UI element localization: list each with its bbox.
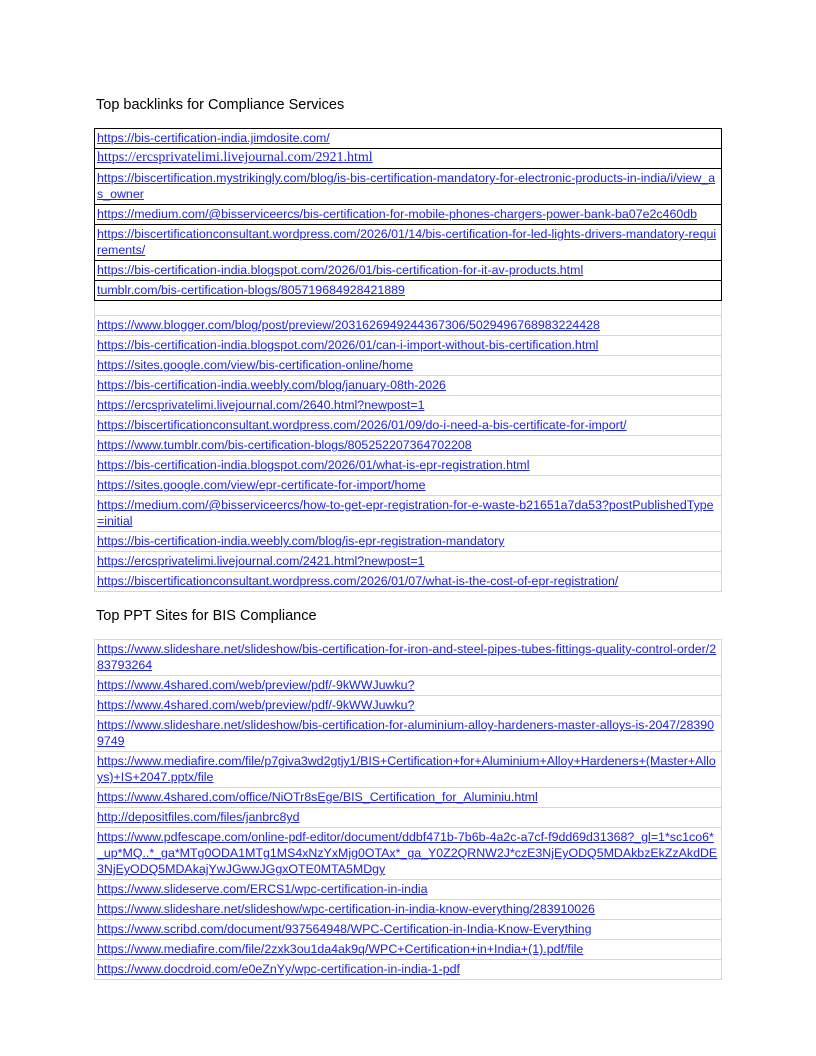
link[interactable]: https://www.mediafire.com/file/p7giva3wd2gtjy1/BIS+Certification+for+Aluminium+Alloy+Hardeners+(Master+Alloys)+IS+2047.pptx/file bbox=[95, 752, 722, 788]
table-row bbox=[95, 640, 722, 676]
table-row bbox=[95, 476, 722, 496]
table-row bbox=[95, 225, 722, 261]
table-row bbox=[95, 572, 722, 592]
table-row bbox=[95, 376, 722, 396]
link[interactable]: https://ercsprivatelimi.livejournal.com/2640.html?newpost=1 bbox=[95, 396, 722, 416]
link[interactable]: https://www.slideshare.net/slideshow/bis-certification-for-iron-and-steel-pipes-tubes-fittings-quality-control-order/283793264 bbox=[95, 640, 722, 676]
table-row bbox=[95, 205, 722, 225]
table-row bbox=[95, 496, 722, 532]
table-row bbox=[95, 281, 722, 301]
table-row bbox=[95, 716, 722, 752]
link[interactable]: https://www.4shared.com/web/preview/pdf/-9kWWJuwku? bbox=[95, 676, 722, 696]
table-row bbox=[95, 828, 722, 880]
link[interactable]: https://www.tumblr.com/bis-certification-blogs/805252207364702208 bbox=[95, 436, 722, 456]
link[interactable]: https://bis-certification-india.weebly.com/blog/is-epr-registration-mandatory bbox=[95, 532, 722, 552]
link[interactable]: https://bis-certification-india.blogspot.com/2026/01/can-i-import-without-bis-certification.html bbox=[95, 336, 722, 356]
table-row bbox=[95, 752, 722, 788]
link[interactable]: https://www.blogger.com/blog/post/preview/2031626949244367306/5029496768983224428 bbox=[95, 316, 722, 336]
link[interactable]: https://www.mediafire.com/file/2zxk3ou1da4ak9q/WPC+Certification+in+India+(1).pdf/file bbox=[95, 940, 722, 960]
link[interactable]: tumblr.com/bis-certification-blogs/805719684928421889 bbox=[95, 281, 722, 301]
table-row bbox=[95, 149, 722, 169]
table-row bbox=[95, 788, 722, 808]
link[interactable]: https://biscertificationconsultant.wordpress.com/2026/01/14/bis-certification-for-led-lights-drivers-mandatory-requirements/ bbox=[95, 225, 722, 261]
table-row bbox=[95, 960, 722, 980]
table-row bbox=[95, 900, 722, 920]
table-row bbox=[95, 552, 722, 572]
table-row bbox=[95, 129, 722, 149]
link[interactable]: https://bis-certification-india.jimdosite.com/ bbox=[95, 129, 722, 149]
table-row bbox=[95, 169, 722, 205]
link[interactable]: https://www.slideserve.com/ERCS1/wpc-certification-in-india bbox=[95, 880, 722, 900]
link[interactable]: https://biscertificationconsultant.wordpress.com/2026/01/09/do-i-need-a-bis-certificate-for-import/ bbox=[95, 416, 722, 436]
link[interactable]: https://www.docdroid.com/e0eZnYy/wpc-certification-in-india-1-pdf bbox=[95, 960, 722, 980]
link[interactable]: https://biscertification.mystrikingly.com/blog/is-bis-certification-mandatory-for-electronic-products-in-india/i/view_as_owner bbox=[95, 169, 722, 205]
link[interactable]: https://bis-certification-india.blogspot.com/2026/01/what-is-epr-registration.html bbox=[95, 456, 722, 476]
empty-row bbox=[95, 301, 722, 316]
link[interactable]: https://sites.google.com/view/bis-certification-online/home bbox=[95, 356, 722, 376]
table-row bbox=[95, 456, 722, 476]
table-row bbox=[95, 356, 722, 376]
table-row bbox=[95, 336, 722, 356]
table-row bbox=[95, 532, 722, 552]
table-row bbox=[95, 920, 722, 940]
link[interactable]: https://sites.google.com/view/epr-certificate-for-import/home bbox=[95, 476, 722, 496]
link[interactable]: https://www.slideshare.net/slideshow/wpc-certification-in-india-know-everything/283910026 bbox=[95, 900, 722, 920]
link[interactable]: https://bis-certification-india.blogspot.com/2026/01/bis-certification-for-it-av-products.html bbox=[95, 261, 722, 281]
table-row bbox=[95, 676, 722, 696]
link[interactable]: https://biscertificationconsultant.wordpress.com/2026/01/07/what-is-the-cost-of-epr-registration/ bbox=[95, 572, 722, 592]
ppt-sites-table bbox=[94, 639, 722, 980]
table-row bbox=[95, 416, 722, 436]
link[interactable]: https://ercsprivatelimi.livejournal.com/2421.html?newpost=1 bbox=[95, 552, 722, 572]
table-row bbox=[95, 316, 722, 336]
table-row bbox=[95, 808, 722, 828]
table-row bbox=[95, 396, 722, 416]
section-title-ppt-sites: Top PPT Sites for BIS Compliance bbox=[96, 608, 317, 624]
table-row bbox=[95, 880, 722, 900]
backlinks-table bbox=[94, 128, 722, 592]
link[interactable]: https://ercsprivatelimi.livejournal.com/2921.html bbox=[95, 149, 722, 169]
table-row bbox=[95, 261, 722, 281]
link[interactable]: https://medium.com/@bisserviceercs/bis-certification-for-mobile-phones-chargers-power-bank-ba07e2c460db bbox=[95, 205, 722, 225]
link[interactable]: https://www.scribd.com/document/937564948/WPC-Certification-in-India-Know-Everything bbox=[95, 920, 722, 940]
link[interactable]: http://depositfiles.com/files/janbrc8yd bbox=[95, 808, 722, 828]
table-row bbox=[95, 940, 722, 960]
link[interactable]: https://www.4shared.com/office/NiOTr8sEge/BIS_Certification_for_Aluminiu.html bbox=[95, 788, 722, 808]
link[interactable]: https://bis-certification-india.weebly.com/blog/january-08th-2026 bbox=[95, 376, 722, 396]
empty-cell bbox=[95, 301, 722, 316]
section-title-backlinks: Top backlinks for Compliance Services bbox=[96, 97, 345, 113]
table-row bbox=[95, 436, 722, 456]
link[interactable]: https://www.slideshare.net/slideshow/bis-certification-for-aluminium-alloy-hardeners-master-alloys-is-2047/283909749 bbox=[95, 716, 722, 752]
link[interactable]: https://medium.com/@bisserviceercs/how-to-get-epr-registration-for-e-waste-b21651a7da53?postPublishedType=initial bbox=[95, 496, 722, 532]
link[interactable]: https://www.4shared.com/web/preview/pdf/-9kWWJuwku? bbox=[95, 696, 722, 716]
link[interactable]: https://www.pdfescape.com/online-pdf-editor/document/ddbf471b-7b6b-4a2c-a7cf-f9dd69d31368?_gl=1*sc1co6*_up*MQ..*_ga*MTg0ODA1MTg1MS4xNzYxMjg0OTAx*_ga_Y0Z2QRNW2J*czE3NjEyODQ5MDAkbzEkZzAkdDE3NjEyODQ5MDAkajYwJGwwJGgxOTE0MTA5MDgy bbox=[95, 828, 722, 880]
table-row bbox=[95, 696, 722, 716]
